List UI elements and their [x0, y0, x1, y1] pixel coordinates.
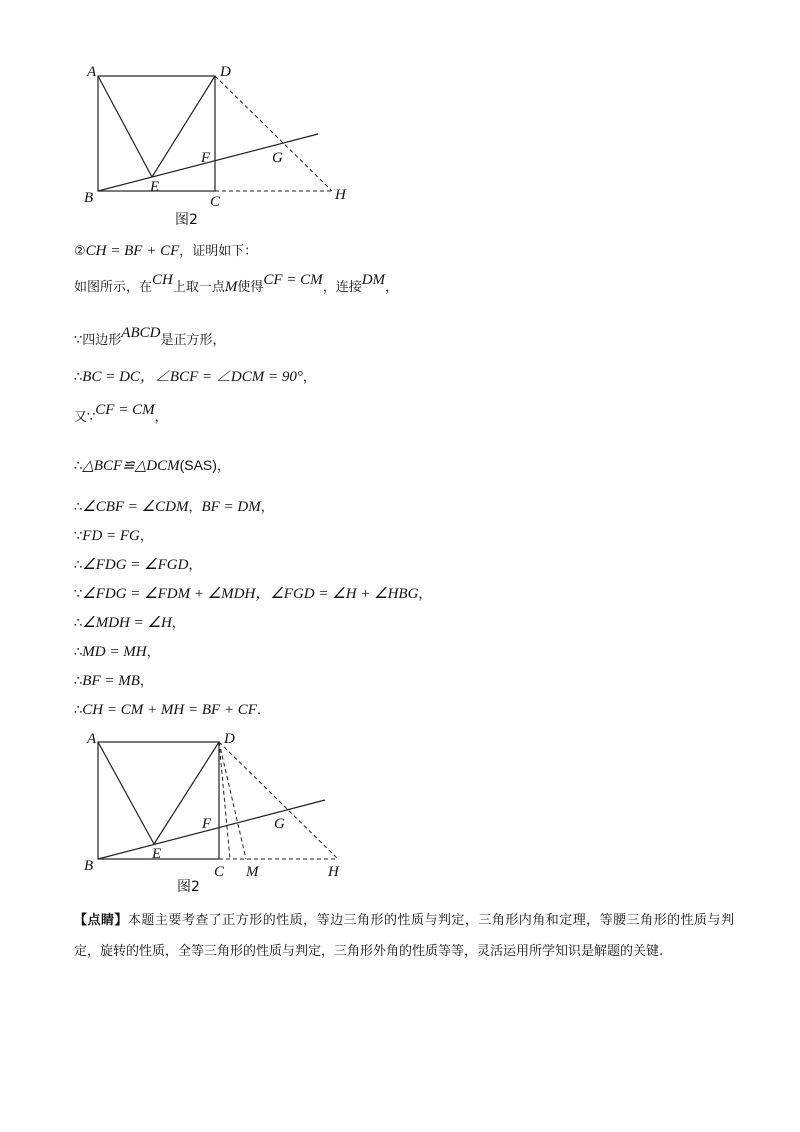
- label-G: G: [272, 150, 283, 166]
- note-paragraph: [74, 905, 734, 967]
- proof-line-9: ∵∠FDG = ∠FDM + ∠MDH，∠FGD = ∠H + ∠HBG，: [74, 586, 432, 602]
- label-A: A: [87, 64, 97, 80]
- proof-line-6: ∴∠CBF = ∠CDM，BF = DM，: [74, 499, 274, 515]
- label-C: C: [210, 194, 221, 210]
- note-tag: 【点睛】: [74, 913, 128, 928]
- label-H: H: [335, 187, 346, 203]
- figure-2-caption: 图2: [177, 879, 200, 895]
- fig2-label-E: E: [152, 846, 162, 862]
- note-text: 本题主要考查了正方形的性质，等边三角形的性质与判定，三角形内角和定理，等腰三角形的性质与判定，旋转的性质，全等三角形的性质与判定，三角形外角的性质等等，灵活运用所学知识是解题的关键.: [74, 913, 734, 959]
- proof-line-5: ∴△BCF≌△DCM(SAS)，: [74, 457, 230, 474]
- proof-line-8: ∴∠FDG = ∠FGD，: [74, 557, 202, 573]
- label-E: E: [150, 179, 160, 195]
- label-D: D: [220, 64, 231, 80]
- fig2-label-B: B: [84, 858, 94, 874]
- proof-line-4: 又∵CF = CM，: [74, 402, 168, 425]
- fig2-label-H: H: [328, 864, 339, 880]
- fig2-label-A: A: [87, 731, 97, 747]
- fig2-label-G: G: [274, 816, 285, 832]
- proof-line-11: ∴MD = MH，: [74, 644, 160, 660]
- fig2-label-F: F: [202, 816, 212, 832]
- proof-heading: ②CH = BF + CF，证明如下：: [74, 243, 258, 259]
- proof-line-1: 如图所示，在CH上取一点M使得CF = CM，连接DM，: [74, 272, 399, 295]
- proof-line-10: ∴∠MDH = ∠H，: [74, 615, 185, 631]
- label-B: B: [84, 190, 94, 206]
- fig2-label-C: C: [214, 864, 225, 880]
- proof-line-12: ∴BF = MB，: [74, 673, 153, 689]
- figure-1: [80, 60, 360, 230]
- fig2-label-M: M: [246, 864, 259, 880]
- proof-line-7: ∵FD = FG，: [74, 528, 153, 544]
- figure-2: [80, 724, 370, 899]
- fig2-label-D: D: [224, 731, 235, 747]
- proof-line-3: ∴BC = DC，∠BCF = ∠DCM = 90°，: [74, 369, 316, 385]
- figure-1-diagram: [80, 60, 360, 230]
- proof-line-13: ∴CH = CM + MH = BF + CF.: [74, 702, 262, 718]
- label-F: F: [201, 150, 211, 166]
- figure-1-caption: 图2: [175, 212, 198, 228]
- figure-2-diagram: [80, 724, 370, 899]
- proof-line-2: ∵四边形ABCD是正方形，: [74, 325, 226, 348]
